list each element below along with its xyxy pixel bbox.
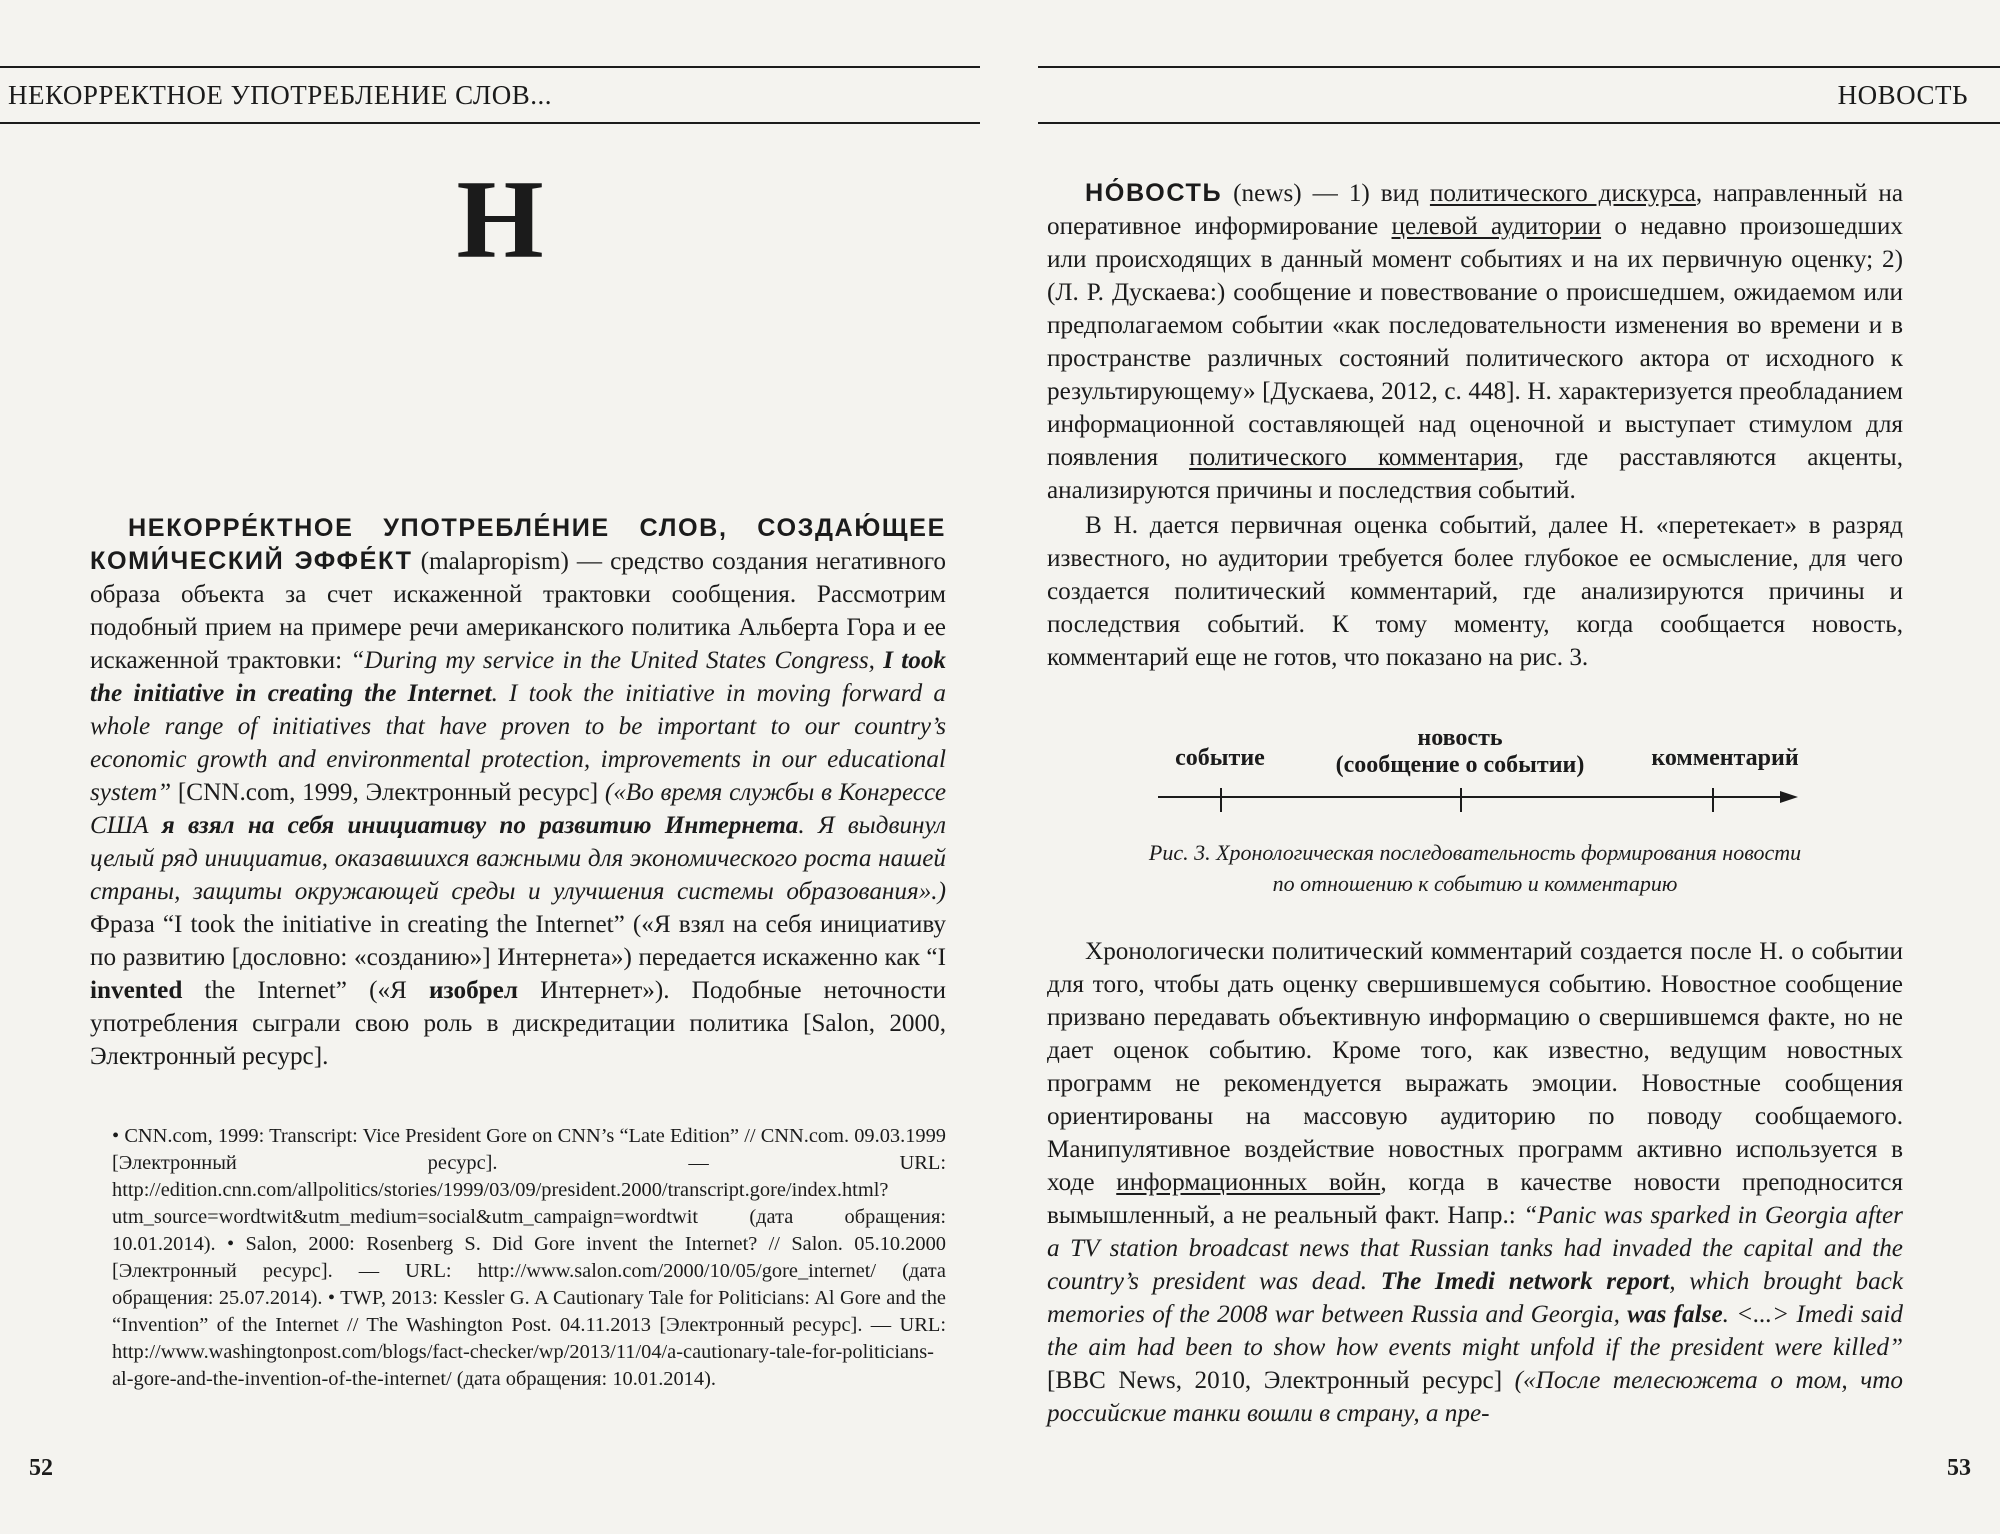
phrase-text-1: Фраза “I took the initiative in creating the Internet” («Я взял на себя инициативу по развитию [дословно: «созданию»] Интернета») передается искаженно как “I	[90, 911, 946, 971]
link-target-audience[interactable]: целевой аудитории	[1391, 213, 1602, 240]
translation-open: («Во время службы в Конгрессе США	[90, 779, 947, 839]
phrase-text-3: Интернет»). Подобные неточности употребления сыграли свою роль в дискредитации политика [Salon, 2000, Электронный ресурс].	[90, 977, 946, 1070]
figure-caption-line-1: Рис. 3. Хронологическая последовательность формирования новости	[1148, 840, 1802, 865]
bbc-reference: [BBC News, 2010, Электронный ресурс]	[1047, 1367, 1503, 1394]
figure-caption	[1047, 837, 1903, 899]
entry-english-news: (news)	[1233, 180, 1302, 207]
entry-malapropism	[90, 512, 946, 1073]
phrase-text-2: the Internet” («Я	[204, 977, 407, 1004]
entry-news-continued	[1047, 935, 1903, 1430]
def-part-4: , где расставляются акценты, анализируются причины и последствия событий.	[1047, 444, 1904, 504]
paragraph-3-part-1: Хронологически политический комментарий создается после Н. о событии для того, чтобы дать оценку свершившемуся событию. Новостное сообщение призвано передавать объективную информацию о свершившемся факте, но не дает оценок событию. Кроме того, как известно, ведущим новостных программ не рекомендуется выражать эмоции. Новостные сообщения ориентированы на массовую аудиторию по поводу сообщаемого. Манипулятивное воздействие новостных программ активно используется в ходе	[1047, 938, 1903, 1196]
footnote-text: • CNN.com, 1999: Transcript: Vice President Gore on CNN’s “Late Edition” // CNN.com. 09.03.1999 [Электронный ресурс]. — URL: http://edition.cnn.com/allpolitics/stories/1999/03/09/president.2000/transcript.gore/index.html?utm_source=wordtwit&utm_medium=social&utm_campaign=wordtwit (дата обращения: 10.01.2014). • Salon, 2000: Rosenberg S. Did Gore invent the Internet? // Salon. 05.10.2000 [Электронный ресурс]. — URL: http://www.salon.com/2000/10/05/gore_internet/ (дата обращения: 25.07.2014). • TWP, 2013: Kessler G. A Cautionary Tale for Politicians: Al Gore and the “Invention” of the Internet // The Washington Post. 04.11.2013 [Электронный ресурс]. — URL: http://www.washingtonpost.com/blogs/fact-checker/wp/2013/11/04/a-cautionary-tale-for-politicians-al-gore-and-the-invention-of-the-internet/ (дата обращения: 10.01.2014).	[112, 1125, 946, 1390]
running-head-right	[1038, 66, 2000, 124]
quote-reference: [CNN.com, 1999, Электронный ресурс]	[177, 779, 599, 806]
paragraph-3-part-2: , когда в качестве новости преподносится вымышленный, а не реальный факт. Напр.:	[1047, 1169, 1903, 1229]
bbc-quote-bold-2: was false	[1627, 1301, 1723, 1328]
entry-term: НЕКОРРЕ́КТНОЕ УПОТРЕБЛЕ́НИЕ СЛОВ, СОЗДАЮ́ЩЕЕ КОМИ́ЧЕСКИЙ ЭФФЕ́КТ	[90, 514, 946, 575]
entry-definition: — средство создания негативного образа объекта за счет искаженной трактовки сообщения. Рассмотрим подобный прием на примере речи американского политика Альберта Гора и ее искаженной трактовки:	[90, 548, 947, 674]
quote-bold: I took the initiative in creating the Internet	[90, 647, 947, 707]
def-part-3: о недавно произошедших или происходящих в данный момент событиях и на их первичную оценку; 2) (Л. Р. Дускаева:) сообщение и повествование о происшедшем, ожидаемом или предполагаемом событии «как последовательности изменения во времени и в пространстве различных состояний политического актора от исходного к результирующему» [Дускаева, 2012, с. 448]. Н. характеризуется преобладанием информационной составляющей над оценочной и выступает стимулом для появления	[1047, 213, 1903, 471]
entry-english: (malapropism)	[420, 548, 569, 575]
timeline-label-news: новость	[1417, 725, 1503, 751]
running-head-right-text: НОВОСТЬ	[1837, 80, 1968, 110]
bbc-quote-part-3: . <...> Imedi said the aim had been to show how events might unfold if the president were killed”	[1047, 1301, 1903, 1361]
page-number-right: 53	[1947, 1455, 1971, 1481]
timeline-label-news-sub: (сообщение о событии)	[1335, 752, 1585, 778]
right-page	[1000, 0, 2000, 1534]
invented-bold: invented	[90, 977, 183, 1004]
link-political-discourse[interactable]: политического дискурса	[1429, 180, 1696, 207]
bbc-quote-part-1: “Panic was sparked in Georgia after a TV station broadcast news that Russian tanks had invaded the capital and the country’s president was dead.	[1047, 1202, 1903, 1295]
page-number-left: 52	[29, 1455, 53, 1481]
izobrel-bold: изобрел	[429, 977, 518, 1004]
translation-bold: я взял на себя инициативу по развитию Интернета	[161, 812, 799, 839]
bbc-quote-part-2: , which brought back memories of the 2008 war between Russia and Georgia,	[1047, 1268, 1904, 1328]
def-part-1: — 1) вид	[1312, 180, 1419, 207]
timeline-label-event: событие	[1175, 745, 1265, 771]
running-head-left-text: НЕКОРРЕКТНОЕ УПОТРЕБЛЕНИЕ СЛОВ...	[8, 80, 552, 110]
quote-part-1: “During my service in the United States Congress,	[350, 647, 875, 674]
bbc-quote-bold-1: The Imedi network report	[1380, 1268, 1670, 1295]
entry-news	[1047, 177, 1903, 674]
quote-part-2: . I took the initiative in moving forward a whole range of initiatives that have proven to be important to our country’s economic growth and environmental protection, improvements in our educational system”	[90, 680, 946, 806]
figure-caption-line-2: по отношению к событию и комментарию	[1272, 871, 1678, 896]
def-part-2: , направленный на оперативное информирование	[1047, 180, 1904, 240]
paragraph-2: В Н. дается первичная оценка событий, далее Н. «перетекает» в разряд известного, но аудитории требуется более глубокое ее осмысление, для чего создается политический комментарий, где анализируются причины и последствия событий. К тому моменту, когда сообщается новость, комментарий еще не готов, что показано на рис. 3.	[1047, 512, 1903, 671]
timeline-label-comment: комментарий	[1651, 745, 1799, 771]
footnote-references-left	[112, 1123, 946, 1393]
entry-term-news: НО́ВОСТЬ	[1085, 179, 1223, 207]
link-information-wars[interactable]: информационных войн	[1116, 1169, 1381, 1196]
running-head-left	[0, 66, 980, 124]
translation-rest: . Я выдвинул целый ряд инициатив, оказавшихся важными для экономического роста нашей страны, защиты окружающей среды и улучшения системы образования».)	[90, 812, 946, 905]
link-political-commentary[interactable]: политического комментария	[1189, 444, 1518, 471]
bbc-translation: («После телесюжета о том, что российские танки вошли в страну, а пре-	[1047, 1367, 1903, 1427]
section-letter: Н	[456, 158, 544, 282]
